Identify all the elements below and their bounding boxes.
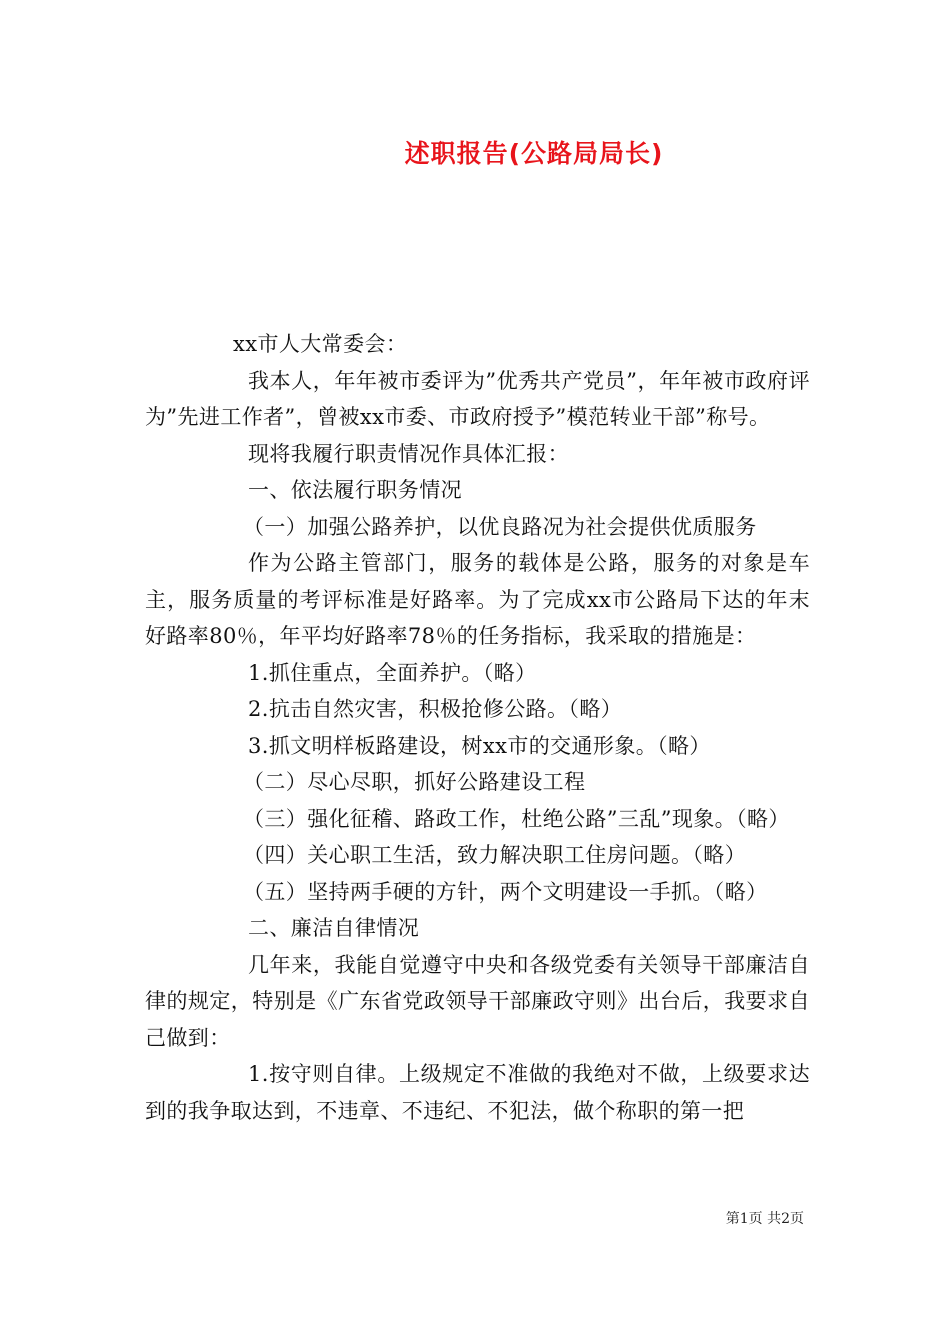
subsection-heading-1-5: （五）坚持两手硬的方针，两个文明建设一手抓。（略） [243,879,768,904]
subsection-heading-1-2: （二）尽心尽职，抓好公路建设工程 [243,770,586,794]
page-number-footer: 第1页 共2页 [725,1211,804,1227]
subsection-heading-1-4: （四）关心职工生活，致力解决职工住房问题。（略） [243,843,747,867]
list-item-integrity-1: 1.按守则自律。上级规定不准做的我绝对不做，上级要求达到的我争取达到，不违章、不违纪、不犯法，做个称职的第一把 [145,1062,810,1123]
paragraph-intro: 我本人，年年被市委评为”优秀共产党员”，年年被市政府评为”先进工作者”，曾被xx市委、市政府授予”模范转业干部”称号。 [145,368,810,429]
paragraph-report-lead: 现将我履行职责情况作具体汇报： [248,441,569,466]
document-body [145,326,810,1129]
list-item-1: 1.抓住重点，全面养护。（略） [248,660,537,685]
salutation: xx市人大常委会： [233,332,408,356]
subsection-heading-1-1: （一）加强公路养护，以优良路况为社会提供优质服务 [243,514,757,539]
section-heading-1: 一、依法履行职务情况 [248,478,462,502]
section-heading-2: 二、廉洁自律情况 [248,916,420,940]
paragraph-integrity: 几年来，我能自觉遵守中央和各级党委有关领导干部廉洁自律的规定，特别是《广东省党政领导干部廉政守则》出台后，我要求自己做到： [145,952,810,1050]
list-item-3: 3.抓文明样板路建设，树xx市的交通形象。（略） [248,733,711,758]
paragraph-maintenance: 作为公路主管部门，服务的载体是公路，服务的对象是车主，服务质量的考评标准是好路率。为了完成xx市公路局下达的年末好路率80％，年平均好路率78％的任务指标，我采取的措施是： [145,551,810,648]
list-item-2: 2.抗击自然灾害，积极抢修公路。（略） [248,697,623,721]
document-title: 述职报告(公路局局长) [404,139,664,168]
subsection-heading-1-3: （三）强化征稽、路政工作，杜绝公路”三乱”现象。（略） [243,806,790,831]
